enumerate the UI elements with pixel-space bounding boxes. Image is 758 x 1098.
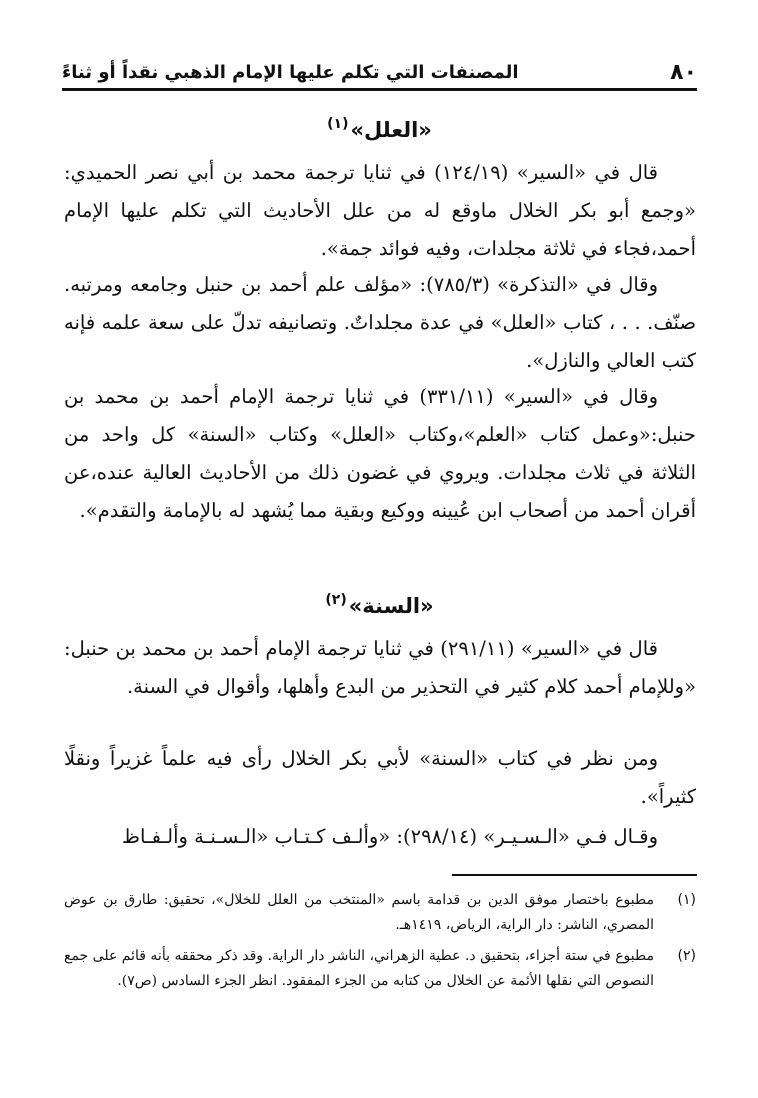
footnote: [64, 944, 696, 994]
footnote-reference: (٢): [325, 592, 347, 608]
paragraph-text: قال في «السير» (١٢٤/١٩) في ثنايا ترجمة محمد بن أبي نصر الحميدي: «وجمع أبو بكر الخلال ماوقع له من علل الأحاديث التي تكلم عليها الإمام أحمد،فجاء في ثلاثة مجلدات، وفيه فوائد جمة».: [64, 161, 696, 260]
section-title-text: «العلل»: [350, 118, 432, 142]
section-title-ilal: [62, 116, 697, 142]
footnote: [64, 888, 696, 938]
section-title-text: «السنة»: [348, 594, 434, 618]
footnote-number: (٢): [677, 948, 696, 964]
paragraph: [64, 266, 696, 380]
footnote-reference: (١): [327, 116, 349, 132]
footnote-divider: [452, 874, 697, 876]
paragraph-text: قال في «السير» (٢٩١/١١) في ثنايا ترجمة الإمام أحمد بن محمد بن حنبل: «وللإمام أحمد كلام كثير في التحذير من البدع وأهلها، وأقوال في السنة.: [64, 637, 696, 698]
paragraph-text: وقال في «السير» (٣٣١/١١) في ثنايا ترجمة الإمام أحمد بن محمد بن حنبل:«وعمل كتاب «العلم»،وكتاب «العلل» وكتاب «السنة» كل واحد من الثلاثة في ثلاث مجلدات. ويروي في غضون ذلك من الأحاديث العالية عنده،عن أقران أحمد من أصحاب ابن عُيينه ووكيع وبقية مما يُشهد له بالإمامة والتقدم».: [64, 385, 696, 522]
footnote-number: (١): [677, 892, 696, 908]
footnote-text: مطبوع في ستة أجزاء، بتحقيق د. عطية الزهراني، الناشر دار الراية. وقد ذكر محققه بأنه قائم على جمع النصوص التي نقلها الأئمة عن الخلال من كتابه من الجزء المفقود. انظر الجزء السادس (ص٧).: [64, 948, 654, 989]
paragraph: [64, 630, 696, 706]
page-number: ٨٠: [670, 60, 697, 85]
paragraph: [64, 740, 696, 816]
paragraph-text: وقـال فـي «الـسـيـر» (٢٩٨/١٤): «وألـف كـتـاب «الـسـنـة وألـفـاظ: [121, 825, 658, 848]
paragraph: [64, 818, 696, 856]
paragraph-text: وقال في «التذكرة» (٧٨٥/٣): «مؤلف علم أحمد بن حنبل وجامعه ومرتبه. صنّف. . . ، كتاب «العلل» في عدة مجلداتٌ. وتصانيفه تدلّ على سعة علمه فإنه كتب العالي والنازل».: [64, 273, 696, 372]
section-title-sunna: [62, 592, 697, 618]
running-header: [62, 58, 697, 91]
paragraph-text: ومن نظر في كتاب «السنة» لأبي بكر الخلال رأى فيه علماً غزيراً ونقلًا كثيراً».: [64, 747, 696, 808]
paragraph: [64, 154, 696, 268]
paragraph: [64, 378, 696, 530]
running-title: المصنفات التي تكلم عليها الإمام الذهبي نقداً أو ثناءً: [62, 62, 519, 83]
footnote-text: مطبوع باختصار موفق الدين بن قدامة باسم «المنتخب من العلل للخلال»، تحقيق: طارق بن عوض المصري، الناشر: دار الراية، الرياض، ١٤١٩هـ.: [64, 892, 654, 933]
